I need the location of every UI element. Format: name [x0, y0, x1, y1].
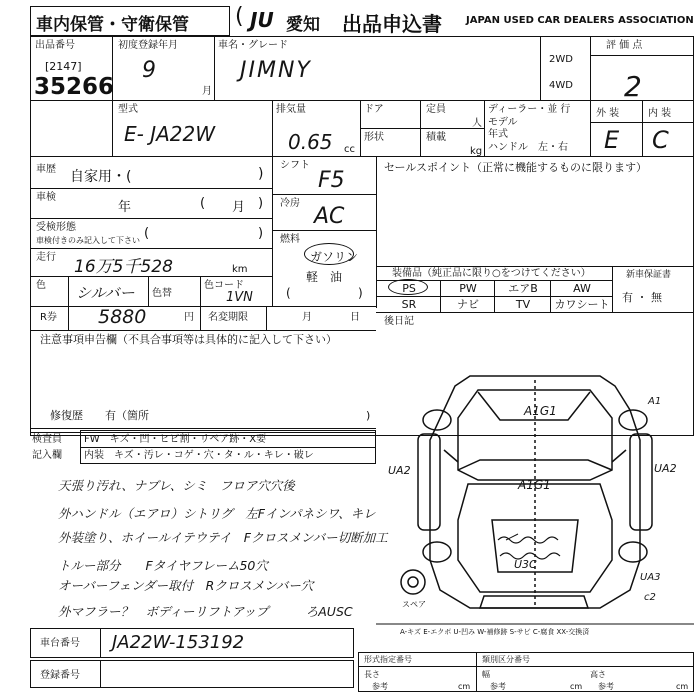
mark-roof: A1G1	[518, 478, 551, 492]
category-label: 類別区分番号	[482, 655, 530, 664]
lot-small: [2147]	[45, 60, 82, 73]
fuel-open: (	[286, 286, 291, 300]
score-label: 評 価 点	[606, 40, 643, 51]
color-code-label: 色コード	[204, 280, 244, 291]
history-value: 自家用・(	[70, 169, 132, 185]
inspection-year: 年	[118, 200, 132, 215]
lot-number: 35266	[34, 74, 115, 100]
warranty-label: 新車保証書	[626, 270, 672, 280]
year-label: 年式	[488, 129, 508, 140]
handwritten-note: トルー部分 Fタイヤフレーム50穴	[58, 558, 268, 573]
spare-label: スペア	[402, 600, 426, 609]
doors-label: ドア	[364, 104, 384, 115]
name-change-label: 名変期限	[208, 312, 248, 323]
exterior-label: 外 装	[596, 108, 620, 119]
model-year-label: モデル	[488, 117, 518, 128]
model-value: JIMNY	[240, 58, 312, 83]
handwritten-note: 外ハンドル（エアロ）シトリグ 左Fインパネシワ、キレ	[58, 506, 376, 521]
displacement-unit: cc	[344, 144, 355, 155]
mark-right: UA2	[654, 462, 677, 475]
score-value: 2	[624, 70, 642, 103]
interior-label: 内 装	[648, 108, 672, 119]
ref-label-1: 参考	[372, 682, 388, 691]
ju-logo: JU	[250, 8, 274, 32]
mark-front: A1G1	[524, 404, 557, 418]
color-change-label: 色替	[152, 288, 172, 299]
month-unit: 月	[202, 86, 212, 97]
color-code-value: 1VN	[226, 290, 253, 305]
fill-label: 記入欄	[32, 450, 62, 461]
acceptance-open: (	[144, 226, 150, 241]
drive-2wd: 2WD	[549, 54, 573, 65]
brand-region: 愛知	[286, 15, 320, 35]
type-value: E- JA22W	[124, 122, 216, 146]
color-value: シルバー	[76, 284, 135, 302]
name-change-day: 日	[350, 312, 360, 323]
history-close: )	[258, 166, 264, 182]
mileage-label: 走行	[36, 252, 56, 263]
ref-label-3: 参考	[598, 682, 614, 691]
mark-arrow: A1	[648, 396, 662, 407]
repair-close: )	[366, 409, 371, 422]
warranty-options: 有 ・ 無	[622, 291, 662, 304]
recycle-unit: 円	[184, 312, 194, 323]
rear-seat-label: 後日記	[384, 316, 414, 327]
mark-right-rear: UA3	[640, 572, 661, 583]
type-label: 型式	[118, 104, 138, 115]
exterior-value: E	[604, 126, 620, 154]
equipment-item: PW	[459, 282, 477, 295]
height-label: 高さ	[590, 670, 606, 679]
mark-rear: U3C	[514, 558, 537, 571]
cm-label-2: cm	[570, 682, 583, 691]
color-label: 色	[36, 280, 46, 291]
ref-label-2: 参考	[490, 682, 506, 691]
title-bracket: (	[235, 4, 244, 29]
inspection-month: 月	[232, 200, 246, 215]
notes-label: 注意事項申告欄（不具合事項等は具体的に記入して下さい）	[40, 333, 337, 346]
dealer-label: ディーラー・並 行	[488, 104, 571, 115]
acceptance-note: 車検付きのみ記入して下さい	[36, 236, 140, 245]
history-label: 車歴	[36, 164, 56, 175]
chassis-label: 車台番号	[40, 638, 80, 649]
association-name: JAPAN USED CAR DEALERS ASSOCIATION	[466, 15, 694, 26]
capacity-unit: 人	[472, 118, 482, 129]
handwritten-note: オーバーフェンダー取付 Rクロスメンバー穴	[58, 578, 314, 593]
lot-label: 出品番号	[35, 40, 75, 51]
capacity-label: 定員	[426, 104, 446, 115]
inspector-label: 検査員	[32, 434, 62, 445]
handwritten-note: 外装塗り、ホイールイテウテイ Fクロスメンバー切断加工	[58, 530, 388, 545]
mark-corner: c2	[644, 592, 656, 603]
mark-left: UA2	[388, 464, 411, 477]
handle-label: ハンドル 左・右	[488, 142, 568, 153]
recycle-value: 5880	[98, 306, 147, 328]
load-unit: kg	[470, 146, 483, 157]
cm-label-3: cm	[676, 682, 689, 691]
mileage-value: 16万5千528	[74, 257, 173, 277]
first-reg-value: 9	[142, 58, 156, 83]
aircon-label: 冷房	[280, 198, 300, 209]
equipment-item: エアB	[508, 282, 538, 295]
recycle-label: R券	[40, 312, 57, 323]
length-label: 長さ	[364, 670, 380, 679]
shape-label: 形状	[364, 132, 384, 143]
width-label: 幅	[482, 670, 490, 679]
sales-point-label: セールスポイント（正常に機能するものに限ります）	[384, 161, 648, 174]
fuel-gasoline: ガソリン	[310, 250, 359, 264]
acceptance-close: )	[258, 226, 264, 241]
drive-4wd: 4WD	[549, 80, 573, 91]
shift-label: シフト	[280, 160, 310, 171]
displacement-label: 排気量	[276, 104, 306, 115]
fw-row: FW キズ・凹・ヒビ割・リペア跡・X要	[84, 434, 267, 445]
mileage-unit: km	[232, 264, 248, 275]
fuel-diesel: 軽 油	[306, 270, 343, 284]
handwritten-note: 外マフラー？ ボディーリフトアップ ろAUSC	[58, 604, 353, 619]
repair-label: 修復歴 有（箇所	[50, 409, 149, 422]
name-change-month: 月	[302, 312, 312, 323]
load-label: 積載	[426, 132, 446, 143]
equipment-item: PS	[402, 282, 416, 295]
inspection-label: 車検	[36, 192, 56, 203]
registration-label: 登録番号	[40, 670, 80, 681]
spec-label: 形式指定番号	[364, 655, 412, 664]
fuel-close: )	[358, 286, 363, 300]
equipment-item: TV	[515, 298, 531, 311]
inspection-close: )	[258, 196, 264, 211]
damage-legend: A-キズ E-エクボ U-凹み W-補修跡 S-サビ C-腐食 XX-交換済	[400, 628, 590, 636]
equipment-item: ナビ	[457, 298, 479, 311]
aircon-value: AC	[314, 204, 345, 229]
handwritten-note: 天張り汚れ、ナブレ、シミ フロア穴穴後	[58, 478, 295, 493]
acceptance-label: 受検形態	[36, 222, 76, 233]
sheet-title: 出品申込書	[342, 12, 442, 36]
fuel-label: 燃料	[280, 234, 300, 245]
chassis-value: JA22W-153192	[112, 632, 245, 653]
interior-row: 内装 キズ・汚レ・コゲ・穴・タ・ル・キレ・破レ	[84, 450, 314, 461]
equipment-item: AW	[573, 282, 591, 295]
displacement-value: 0.65	[288, 130, 333, 154]
cm-label-1: cm	[458, 682, 471, 691]
equipment-item: カワシート	[554, 298, 610, 311]
model-label: 車名・グレード	[218, 40, 288, 51]
shift-value: F5	[318, 168, 345, 193]
equipment-item: SR	[401, 298, 417, 311]
equipment-label: 装備品（純正品に限り○をつけてください）	[392, 268, 591, 279]
title-left: 車内保管・守衛保管	[36, 15, 189, 35]
inspection-open: (	[200, 196, 206, 211]
first-reg-label: 初度登録年月	[118, 40, 178, 51]
interior-value: C	[652, 126, 669, 154]
